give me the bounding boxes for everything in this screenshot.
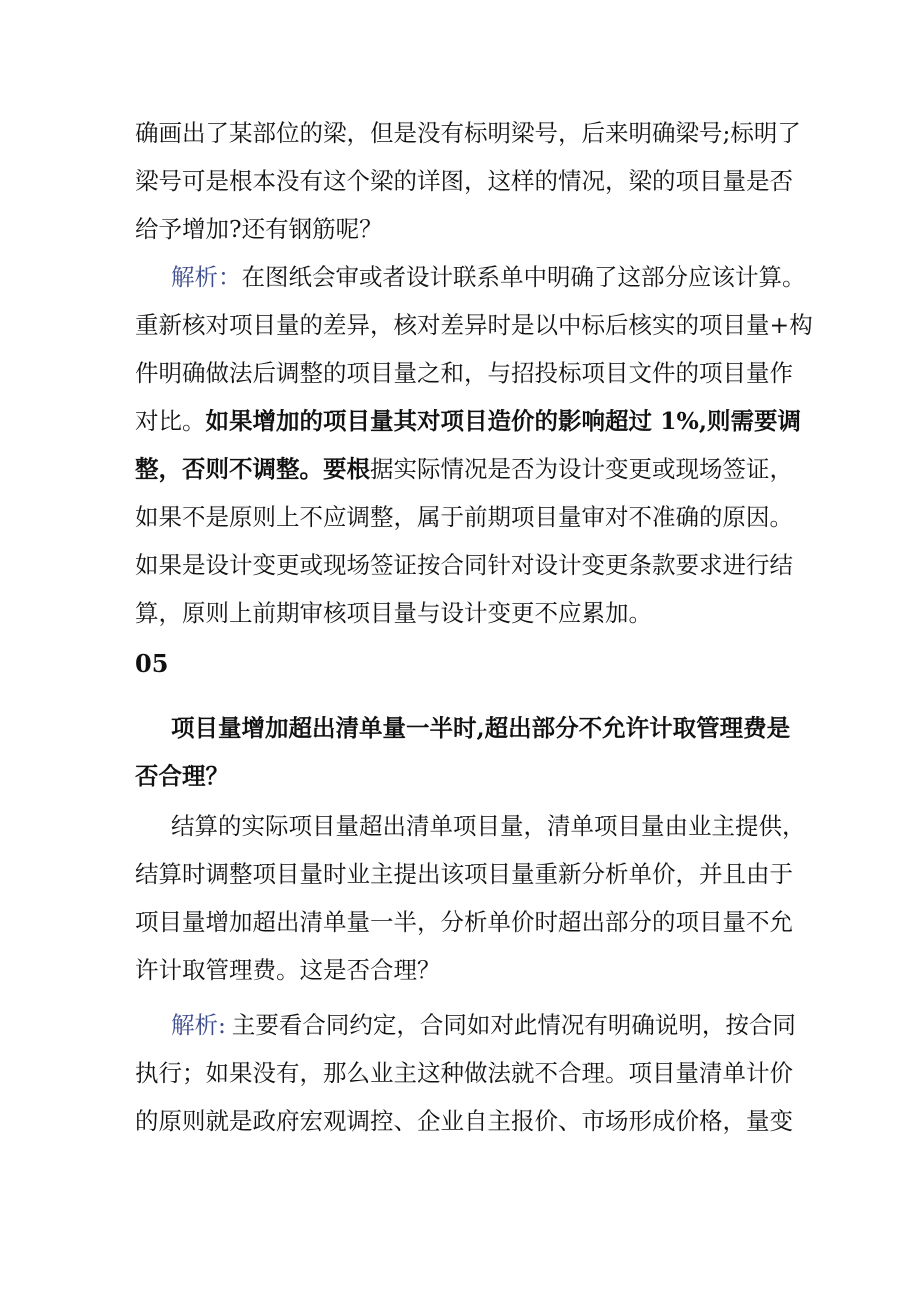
analysis-2-line-1 — [0, 1001, 920, 1049]
analysis-1-line-3: 件明确做法后调整的项目量之和，与招投标项目文件的项目量作 — [135, 359, 793, 387]
analysis-1-line-5-normal: 据实际情况是否为设计变更或现场签证， — [370, 455, 793, 483]
analysis-2-line-1-text: 主要看合同约定，合同如对此情况有明确说明，按合同 — [231, 1011, 796, 1039]
analysis-1-line-1 — [0, 253, 920, 301]
question-body-line-1: 结算的实际项目量超出清单项目量，清单项目量由业主提供， — [171, 812, 806, 840]
analysis-1-line-5 — [0, 445, 920, 493]
analysis-1-line-4 — [0, 397, 920, 445]
intro-line-2: 梁号可是根本没有这个梁的详图，这样的情况，梁的项目量是否 — [135, 167, 793, 195]
analysis-1-line-5-bold: 整，否则不调整。要根 — [135, 455, 370, 483]
intro-line-3: 给予增加?还有钢筋呢？ — [135, 215, 383, 243]
question-body-line-4: 许计取管理费。这是否合理？ — [135, 956, 441, 984]
question-title-line-2: 否合理？ — [135, 762, 229, 790]
analysis-1-line-1-text: 在图纸会审或者设计联系单中明确了这部分应该计算。 — [241, 263, 806, 291]
question-body-line-3: 项目量增加超出清单量一半，分析单价时超出部分的项目量不允 — [135, 908, 793, 936]
question-body-line-2: 结算时调整项目量时业主提出该项目量重新分析单价，并且由于 — [135, 860, 793, 888]
analysis-1-line-4-normal: 对比。 — [135, 407, 206, 435]
section-number: 05 — [135, 649, 169, 678]
analysis-1-line-6: 如果不是原则上不应调整，属于前期项目量审对不准确的原因。 — [135, 503, 793, 531]
analysis-1-line-4-bold: 如果增加的项目量其对项目造价的影响超过 1%,则需要调 — [205, 407, 802, 435]
analysis-2-line-2: 执行；如果没有，那么业主这种做法就不合理。项目量清单计价 — [135, 1059, 793, 1087]
analysis-1-line-7: 如果是设计变更或现场签证按合同针对设计变更条款要求进行结 — [135, 551, 793, 579]
analysis-2-line-3: 的原则就是政府宏观调控、企业自主报价、市场形成价格，量变 — [135, 1107, 793, 1135]
intro-line-1: 确画出了某部位的梁，但是没有标明梁号，后来明确梁号;标明了 — [135, 119, 801, 147]
analysis-2-label: 解析: — [171, 1011, 226, 1039]
question-title-line-1: 项目量增加超出清单量一半时,超出部分不允许计取管理费是 — [171, 714, 791, 742]
analysis-1-line-8: 算，原则上前期审核项目量与设计变更不应累加。 — [135, 599, 652, 627]
analysis-1-label: 解析： — [171, 263, 242, 291]
analysis-1-line-2: 重新核对项目量的差异，核对差异时是以中标后核实的项目量+构 — [135, 311, 813, 339]
